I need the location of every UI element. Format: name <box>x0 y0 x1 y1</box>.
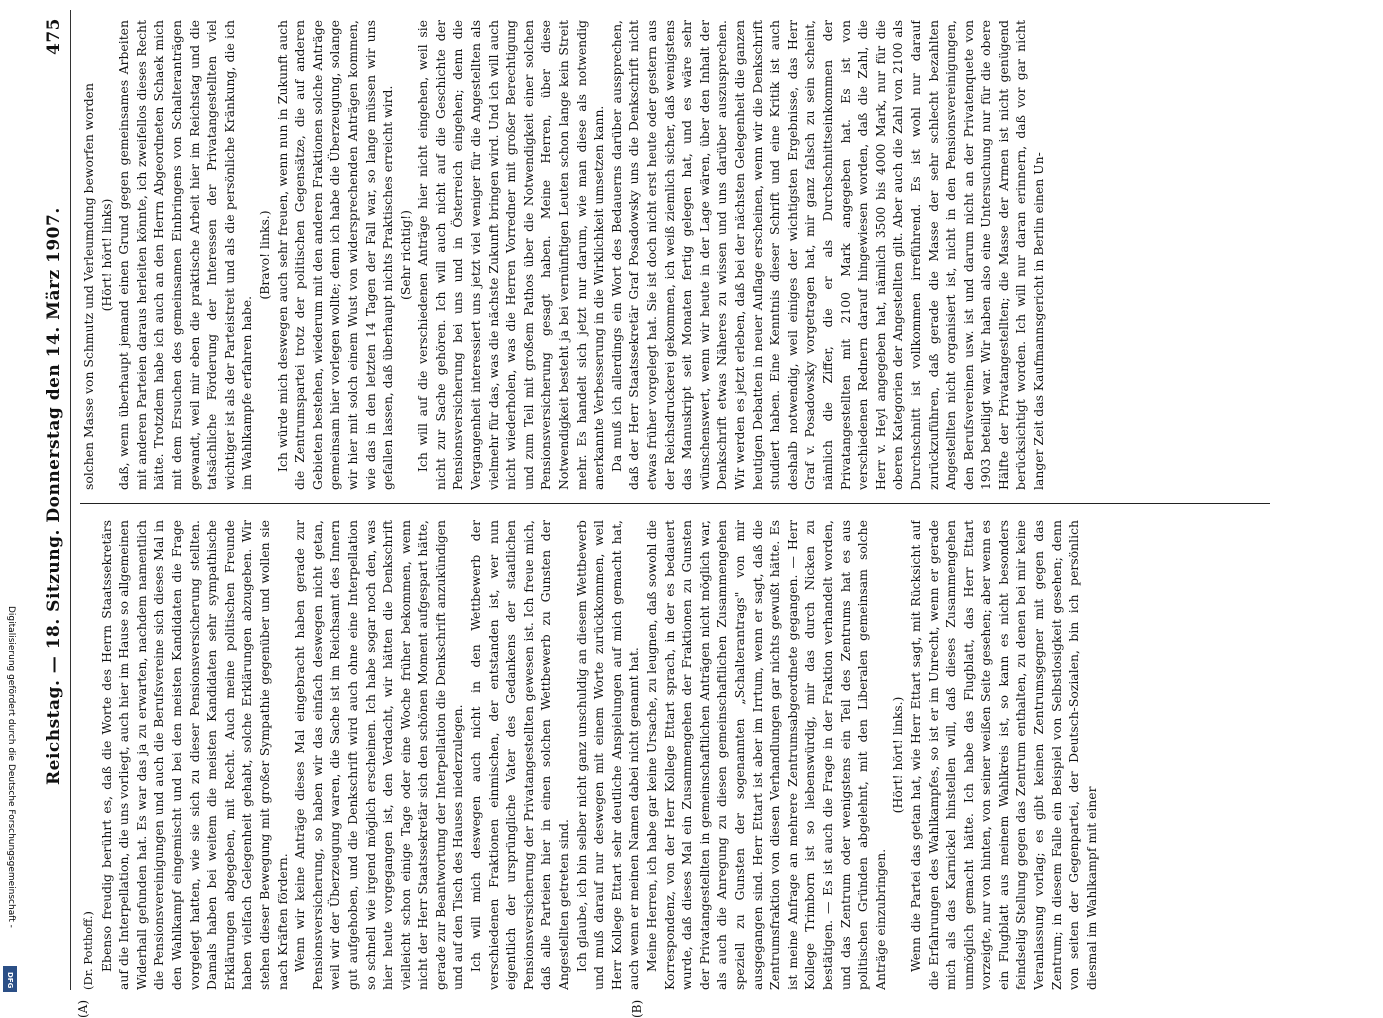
page-header-title: Reichstag. — 18. Sitzung. Donnerstag den 14. März 1907. <box>44 207 64 785</box>
interjection: (Hört! hört! links.) <box>890 696 906 814</box>
interjection: (Hört! hört! links) <box>98 198 114 312</box>
right-text-column <box>80 20 1270 490</box>
paragraph: Ich glaube, ich bin selber nicht ganz unschuldig an diesem Wettbewerb und muß darauf nur deswegen mit einem Worte zurückkommen, weil Herr Kollege Ettart sehr deutliche Anspielungen auf mich gemacht hat, auch wenn er meinen Namen dabei nicht genannt hat. <box>573 520 642 990</box>
paragraph: daß, wenn überhaupt jemand einen Grund gegen gemeinsames Arbeiten mit anderen Parteien daraus herleiten könnte, ich zweifellos dieses Recht hätte. Trotzdem habe ich auch an den Herrn Abgeordneten Schaek mich mit dem Ersuchen des gemeinsamen Einbringens von Schalteranträgen gewandt, weil mir eben die praktische Arbeit hier im Reichstag und die tatsächliche Förderung der Interessen der Privatangestellten viel wichtiger ist als der Parteistreit und als die persönliche Kränkung, die ich im Wahlkampfe erfahren habe. <box>116 20 255 490</box>
paragraph: Ebenso freudig berührt es, daß die Worte des Herrn Staatssekretärs auf die Interpellation, die uns vorliegt, auch hier im Hause so allgemeinen Widerhall gefunden hat. Es war das ja zu erwarten, nachdem namentlich die Pensionsvereinigungen und auch die Berufsvereine sich dieses Mal in den Wahlkampf eingemischt und bei den meisten Kandidaten die Frage vorgelegt hatten, wie sie sich zu dieser Pensionsversicherung stellten. Damals haben bei weitem die meisten Kandidaten sehr sympathische Erklärungen abgegeben, mit Recht. Auch meine politischen Freunde haben vielfach Gelegenheit gehabt, solche Erklärungen abzugeben. Wir stehen dieser Bewegung mit großer Sympathie gegenüber und wollen sie nach Kräften fördern. <box>98 520 290 990</box>
dfg-logo-text: DFG <box>6 972 14 989</box>
page-header <box>40 10 71 990</box>
paragraph: Meine Herren, ich habe gar keine Ursache, zu leugnen, daß sowohl die Korrespondenz, von der Herr Kollege Ettart sprach, in der es bedauert wurde, daß dieses Mal ein Zusammengehen der Fraktionen zu Gunsten der Privatangestellten in gemeinschaftlichen Anträgen nicht möglich war, als auch die Anregung zu diesen gemeinschaftlichen Zusammengehen speziell zu Gunsten der sogenannten „Schalterantrags" von mir ausgegangen sind. Herr Ettart ist aber im Irrtum, wenn er sagt, daß die Zentrumsfraktion von diesen Verhandlungen gar nichts gewußt hätte. Es ist meine Anfrage an mehrere Zentrumsabgeordnete gegangen. — Herr Kollege Trimborn ist so liebenswürdig, mir das durch Nicken zu bestätigen. — Es ist auch die Frage in der Fraktion verhandelt worden, und das Zentrum oder wenigstens ein Teil des Zentrums hat es aus politischen Gründen abgelehnt, mit den Liberalen gemeinsam solche Anträge einzubringen. <box>644 520 888 990</box>
funding-credit: Digitalisierung gefördert durch die Deutsche Forschungsgemeinschaft - <box>6 606 16 928</box>
left-text-column <box>80 520 1270 990</box>
paragraph: Wenn wir keine Anträge dieses Mal eingebracht haben gerade zur Pensionsversicherung, so haben wir das einfach deswegen nicht getan, weil wir der Überzeugung waren, die Sache ist im Reichsamt des Innern gut aufgehoben, und die Denkschrift wird auch ohne eine Interpellation so schnell wie irgend möglich erscheinen. Ich habe sogar noch den, was hier heute vorgegangen ist, den Verdacht, wir hätten die Denkschrift vielleicht schon einige Tage oder eine Woche früher bekommen, wenn nicht der Herr Staatssekretär sich den schönen Moment aufgespart hätte, gerade zur Beantwortung der Interpellation die Denkschrift anzukündigen und auf den Tisch des Hauses niederzulegen. <box>292 520 466 990</box>
paragraph: Wenn die Partei das getan hat, wie Herr Ettart sagt, mit Rücksicht auf die Erfahrungen des Wahlkampfes, so ist er im Unrecht, wenn er gerade mich als das Karnickel hinstellen will, daß dieses Zusammengehen unmöglich gemacht hätte. Ich habe das Flugblatt, das Herr Ettart vorzeigte, nur von hinten, von seiner weißen Seite gesehen; aber wenn es ein Flugblatt aus meinem Wahlkreis ist, so kann es nicht besonders feindselig Stellung gegen das Zentrum enthalten, zu denen bei mir keine Veranlassung vorlag; es gibt keinen Zentrumsgegner mit gegen das Zentrum; in diesem Falle ein Beispiel von Selbstlosigkeit gesehen; denn von seiten der Gegenpartei, der Deutsch-Sozialen, bin ich persönlich diesmal im Wahlkampf mit einer <box>907 520 1099 990</box>
page-number: 475 <box>44 18 64 55</box>
paragraph: Ich will mich deswegen auch nicht in den Wettbewerb der verschiedenen Fraktionen einmischen, der entstanden ist, wer nun eigentlich der ursprüngliche Vater des Gedankens der staatlichen Pensionsversicherung der Privatangestellten gewesen ist. Ich freue mich, daß alle Parteien hier in einen solchen Wettbewerb zu Gunsten der Angestellten getreten sind. <box>468 520 572 990</box>
interjection: (Bravo! links.) <box>256 210 272 300</box>
paragraph: solchen Masse von Schmutz und Verleumdung beworfen worden <box>81 83 96 490</box>
document-page <box>40 10 1340 1018</box>
sidebar-credit-strip <box>0 0 22 1000</box>
paragraph: Da muß ich allerdings ein Wort des Bedauerns darüber aussprechen, daß der Herr Staatssekretär Graf Posadowsky uns die Denkschrift nicht etwas früher vorgelegt hat. Sie ist doch nicht erst heute oder gestern aus der Reichsdruckerei gekommen, ich weiß ziemlich sicher, daß wenigstens das Manuskript seit Monaten fertig gelegen hat, und es wäre sehr wünschenswert, wenn wir heute in der Lage wären, über den Inhalt der Denkschrift etwas Näheres zu wissen und uns darüber auszusprechen. Wir werden es jetzt erleben, daß bei der nächsten Gelegenheit die ganzen heutigen Debatten in neuer Auflage erscheinen, wenn wir die Denkschrift studiert haben. Eine Kenntnis dieser Schrift und eine Kritik ist auch deshalb notwendig, weil einiges der wichtigsten Ergebnisse, das Herr Graf v. Posadowsky vorgetragen hat, mir ganz falsch zu sein scheint, nämlich die Ziffer, die er als Durchschnittseinkommen der Privatangestellten mit 2100 Mark angegeben hat. Es ist von verschiedenen Rednern darauf hingewiesen worden, daß die Zahl, die Herr v. Heyl angegeben hat, nämlich 3500 bis 4000 Mark, nur für die oberen Kategorien der Angestellten gilt. Aber auch die Zahl von 2100 als Durchschnitt ist vollkommen irreführend. Es ist wohl nur darauf zurückzuführen, daß gerade die Masse der sehr schlecht bezahlten Angestellten nicht organisiert ist, nicht in den Pensionsvereinigungen, den Berufsvereinen usw. ist und darum nicht an der Privatenquete von 1903 beteiligt war. Wir haben also eine Untersuchung nur für die obere Hälfte der Privatangestellten; die Masse der Armen ist nicht genügend berücksichtigt worden. Ich will nur daran erinnern, daß vor gar nicht langer Zeit das Kaufmannsgericht in Berlin einen Un- <box>608 20 1047 490</box>
margin-mark-b: (B) <box>630 999 644 1018</box>
paragraph: Ich würde mich deswegen auch sehr freuen, wenn nun in Zukunft auch die Zentrumspartei trotz der politischen Gegensätze, die auf anderen Gebieten bestehen, wiederum mit den anderen Fraktionen solche Anträge gemeinsam hier vorlegen wollte; denn ich habe die Überzeugung, solange wir hier mit solch einem Wust von widersprechenden Anträgen kommen, wie das in den letzten 14 Tagen der Fall war, so lange müssen wir uns gefallen lassen, daß überhaupt nichts Praktisches erreicht wird. <box>274 20 396 490</box>
interjection: (Sehr richtig!) <box>397 210 413 300</box>
paragraph: Ich will auf die verschiedenen Anträge hier nicht eingehen, weil sie nicht zur Sache gehören. Ich will auch nicht auf die Geschichte der Pensionsversicherung bei uns und in Österreich eingehen; denn die Vergangenheit interessiert uns jetzt viel weniger für die Angestellten als vielmehr für das, was die nächste Zukunft bringen wird. Und ich will auch nicht wiederholen, was die Herren Vorredner mit großer Berechtigung und zum Teil mit großem Pathos über die Notwendigkeit einer solchen Pensionsversicherung gesagt haben. Meine Herren, über diese Notwendigkeit besteht ja bei vernünftigen Leuten schon lange kein Streit mehr. Es handelt sich jetzt nur darum, wie man diese als notwendig anerkannte Verbesserung in die Wirklichkeit umsetzen kann. <box>415 20 607 490</box>
dfg-logo <box>3 966 17 992</box>
column-divider <box>80 503 1270 504</box>
margin-mark-a: (A) <box>76 999 90 1018</box>
speaker-label: (Dr. Potthoff.) <box>81 911 95 990</box>
